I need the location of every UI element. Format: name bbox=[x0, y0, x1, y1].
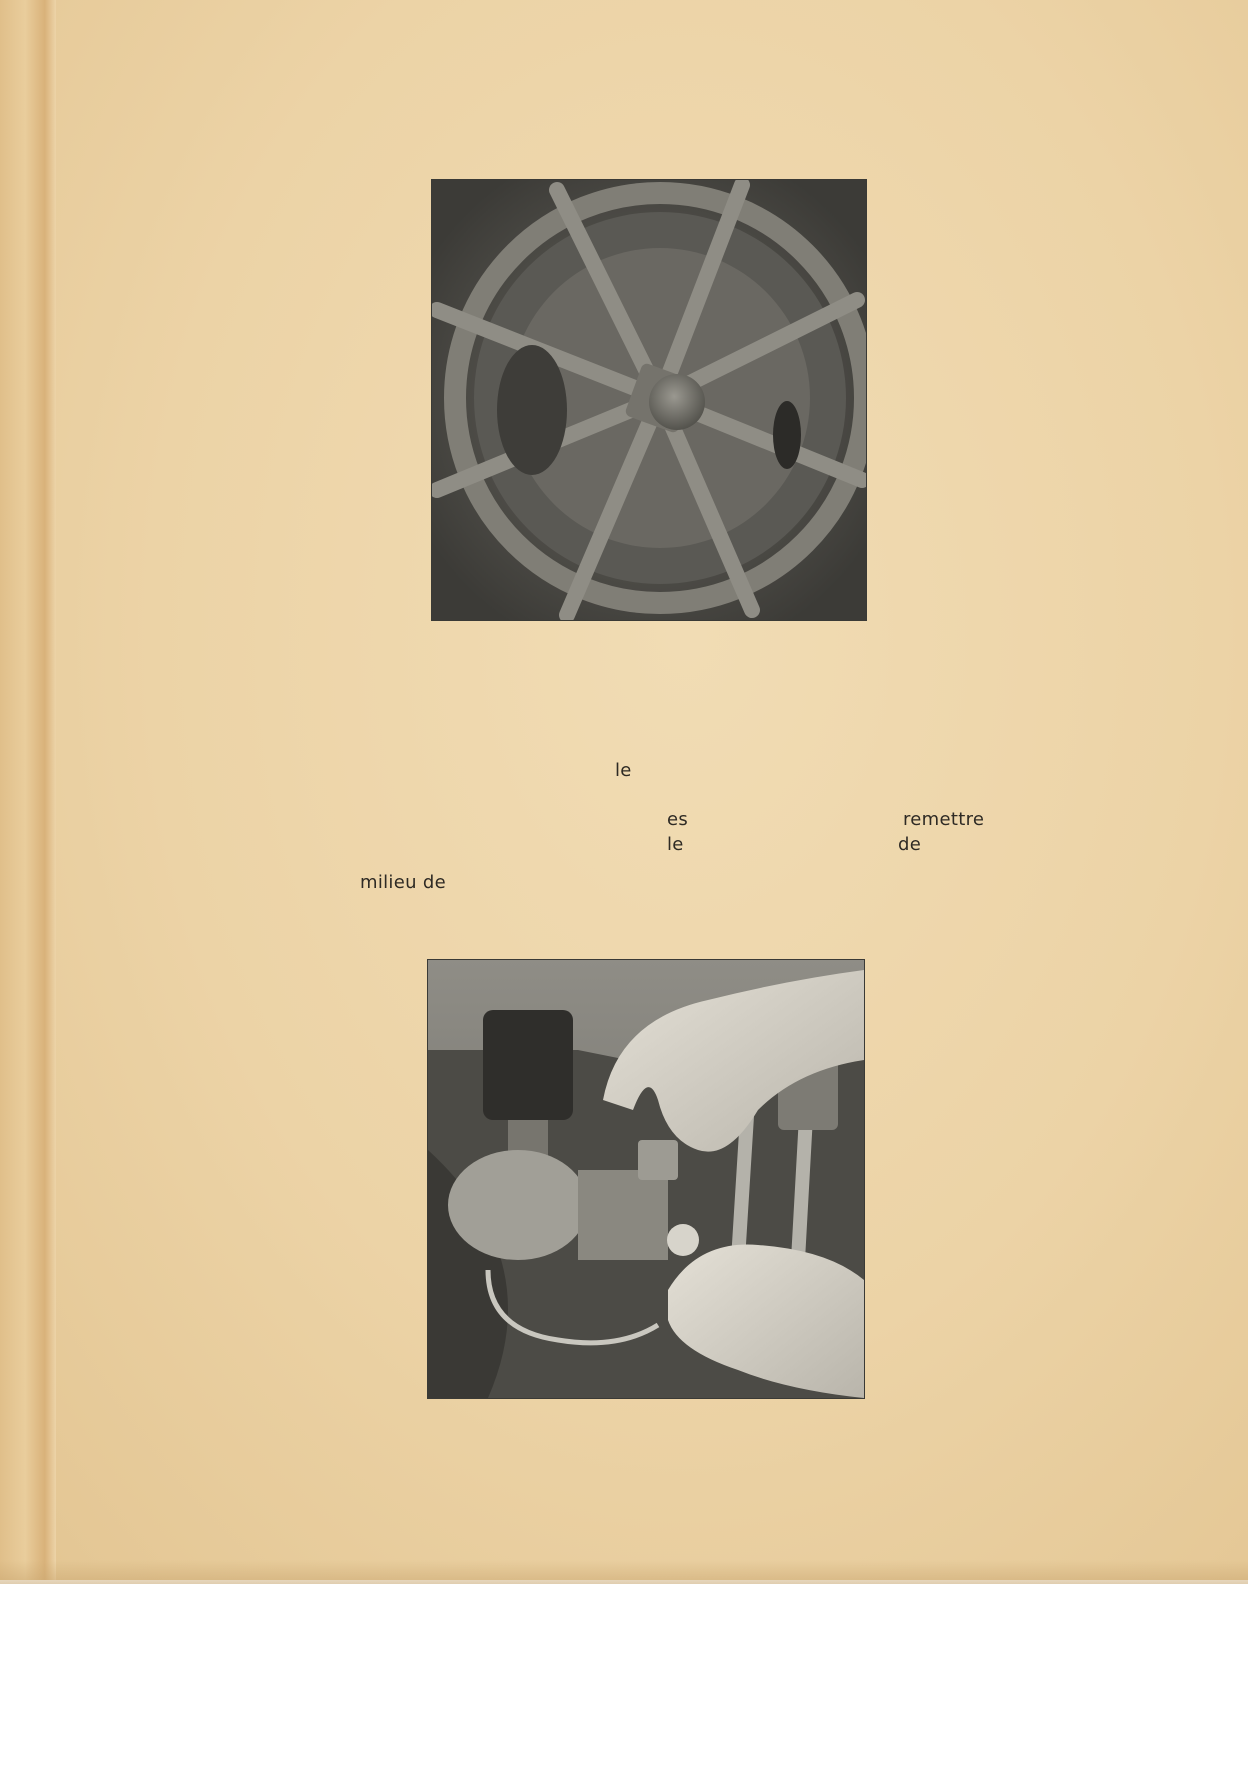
page-edge-shadow bbox=[0, 1560, 1248, 1584]
text-fragment-milieu-de: milieu de bbox=[360, 872, 446, 893]
text-fragment-le: le bbox=[615, 760, 632, 781]
text-fragment-de: de bbox=[898, 834, 922, 855]
flywheel-photo bbox=[432, 180, 866, 620]
text-fragment-remettre: remettre bbox=[903, 809, 985, 830]
text-fragment-es: es bbox=[667, 809, 689, 830]
engine-illustration bbox=[428, 960, 864, 1398]
engine-carburetor-photo bbox=[428, 960, 864, 1398]
flywheel-illustration bbox=[432, 180, 866, 620]
binding-fold bbox=[0, 0, 56, 1580]
text-fragment-le-second: le bbox=[667, 834, 684, 855]
